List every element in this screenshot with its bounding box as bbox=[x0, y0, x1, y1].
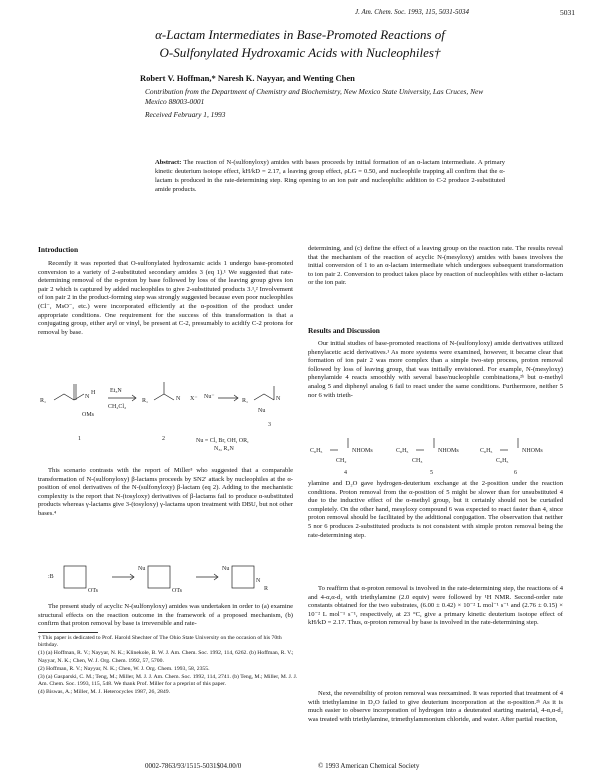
scheme1-r1-label-2: R₁ bbox=[142, 398, 149, 404]
scheme1-compound-1: 1 bbox=[78, 436, 81, 442]
abstract bbox=[155, 158, 505, 194]
footnote-divider bbox=[38, 632, 98, 633]
footnote-1: (1) (a) Hoffman, R. V.; Nayyar, N. K.; Klinekole, B. W. J. Am. Chem. Soc. 1992, 114, 6262. (b) Hoffman, R. V.; Nayyar, N. K.; Chen, W. J. Org. Chem. 1992, 57, 5700. bbox=[38, 650, 294, 664]
article-title-line-2: O-Sulfonylated Hydroxamic Acids with Nucleophiles† bbox=[159, 45, 441, 60]
scheme2-enol-ring bbox=[148, 566, 170, 588]
scheme2-product-n: N bbox=[256, 578, 261, 584]
right-paragraph-3: ylamine and D₂O gave hydrogen-deuterium exchange at the 2-position under the reaction conditions. Proton removal from the α-position of 5 might be slower than for unsubstituted 4 due to the inductive effect of the α-methyl group, but it certainly should not be curtailed completely. On the other hand, mesyloxy compound 6 was expected to react faster than 4, since proton removal should be facilitated by the additional conjugation. The observation that neither 5 nor 6 produces 2-substituted products is not consistent with simple proton removal being the rate-determining step. bbox=[308, 480, 563, 539]
scheme1-nu-list-2: N₃, R₂N bbox=[214, 446, 234, 452]
footer-code: 0002-7863/93/1515-5031$04.00/0 bbox=[145, 762, 242, 770]
right-paragraph-3-block bbox=[308, 480, 563, 542]
reaction-scheme-eq2 bbox=[38, 550, 300, 600]
compound-5-label: 5 bbox=[430, 470, 433, 476]
intro-paragraph-3-block bbox=[38, 603, 293, 631]
scheme2-lactam-ring bbox=[64, 566, 86, 588]
introduction-heading: Introduction bbox=[38, 245, 79, 254]
scheme2-ots: OTs bbox=[88, 588, 98, 594]
compound-5-ch3: CH₃ bbox=[412, 458, 423, 464]
compound-6-aryl-2: C₆H₅ bbox=[496, 458, 509, 464]
footer-copyright: © 1993 American Chemical Society bbox=[318, 762, 420, 770]
right-paragraph-5-block bbox=[308, 690, 563, 726]
scheme1-compound-2: 2 bbox=[162, 436, 165, 442]
scheme1-base: Et₃N bbox=[110, 388, 122, 394]
reaction-scheme-eq1 bbox=[38, 370, 300, 460]
compound-4-label: 4 bbox=[344, 470, 347, 476]
scheme2-ots-2: OTs bbox=[172, 588, 182, 594]
scheme1-n-label: N bbox=[85, 394, 90, 400]
right-paragraph-5: Next, the reversibility of proton removal was reexamined. It was reported that treatment of 4 with triethylamine in D₂O failed to give deuterium incorporation at the α-position.²ᵇ As it is much easier to observe incorporation of hydrogen into a deuterated starting material, 4-α,α-d₂ was treated with triethylamine, trimethylammonium chloride, and water. After partial reaction, bbox=[308, 690, 563, 723]
scheme1-ionpair-x: X⁻ bbox=[190, 396, 198, 402]
scheme1-nucleophile: Nu⁻ bbox=[204, 394, 215, 400]
scheme1-r1-label: R₁ bbox=[40, 398, 47, 404]
scheme1-ionpair-n: N bbox=[176, 396, 181, 402]
scheme1-product-bond bbox=[254, 394, 274, 400]
compound-5-nhoms: NHOMs bbox=[438, 448, 459, 454]
scheme1-product-nu: Nu bbox=[258, 408, 266, 414]
running-header-journal: J. Am. Chem. Soc. 1993, 115, 5031-5034 bbox=[355, 8, 470, 16]
abstract-label: Abstract: bbox=[155, 159, 182, 166]
intro-paragraph-3: The present study of acyclic N-(sulfonyloxy) amides was undertaken in order to (a) examine structural effects on the reaction outcome in the framework of a proposed mechanism, (b) confirm that proton removal by base is irreversible and rate- bbox=[38, 603, 293, 628]
right-paragraph-2: Our initial studies of base-promoted reactions of N-(sulfonyloxy) amide derivatives utilized phenylacetic acid derivatives.¹ As more systems were examined, however, it became clear that formation of ion pair 2 was more complex than a simple two-step process, proton removal followed by loss of leaving group, that was initially envisioned. For example, N-(mesyloxy) phenylamide 4 reacts smoothly with several base/nucleophile combinations,²ᵇ but α-methyl analog 5 and diphenyl analog 6 fail to react under the same conditions. Furthermore, neither 5 nor 6 with trieth- bbox=[308, 340, 563, 399]
scheme2-product-r: R bbox=[264, 586, 269, 592]
received-date: Received February 1, 1993 bbox=[145, 110, 226, 119]
footnote-3: (3) (a) Gasparski, C. M.; Teng, M.; Miller, M. J. J. Am. Chem. Soc. 1992, 114, 2741. (b) Teng, M.; Miller, M. J. J. Am. Chem. Soc. 1993, 115, 548. We thank Prof. Miller for a preprint of this paper. bbox=[38, 674, 298, 688]
scheme1-nu-list: Nu = Cl, Br, OH, OR, bbox=[196, 438, 249, 444]
running-header-page-number: 5031 bbox=[560, 8, 575, 17]
compound-6-nhoms: NHOMs bbox=[522, 448, 543, 454]
scheme1-h-label: H bbox=[91, 390, 96, 396]
right-paragraph-4: To reaffirm that α-proton removal is involved in the rate-determining step, the reactions of 4 and 4-α,α-d₂ with triethylamine (2.0 equiv) were followed by ¹H NMR. Second-order rate constants obtained for the two substrates, (6.00 ± 0.42) × 10⁻² L mol⁻¹ s⁻¹ and (2.76 ± 0.15) × 10⁻² L mol⁻¹ s⁻¹, respectively, at 23 °C, give a primary kinetic deuterium isotope effect of kH/kD = 2.17. Thus, α-proton removal by base is involved in the rate-determining step. bbox=[308, 585, 563, 627]
compound-4-aryl: C₆H₅ bbox=[310, 448, 323, 454]
article-title-line-1: α-Lactam Intermediates in Base-Promoted Reactions of bbox=[155, 27, 445, 42]
right-paragraph-2-block bbox=[308, 340, 563, 402]
author-list: Robert V. Hoffman,* Naresh K. Nayyar, and Wenting Chen bbox=[140, 73, 355, 83]
compound-6-aryl: C₆H₅ bbox=[480, 448, 493, 454]
footnote-2: (2) Hoffman, R. V.; Nayyar, N. K.; Chen, W. J. Org. Chem. 1993, 58, 2355. bbox=[38, 665, 210, 672]
scheme1-oms-label: OMs bbox=[82, 412, 95, 418]
right-paragraph-4-block bbox=[308, 585, 563, 630]
scheme1-solvent: CH₂Cl₂ bbox=[108, 404, 127, 410]
intro-paragraph-1: Recently it was reported that O-sulfonylated hydroxamic acids 1 undergo base-promoted conversion to a variety of 2-substituted secondary amides 3 (eq 1).¹ We suggested that rate-determining removal of the α-proton by base followed by loss of the leaving group gives ion pair 2 which is captured by added nucleophiles to give 2-substituted products 3.¹,² Involvement of ion pair 2 in the product-forming step was strongly suggested because even poor nucleophiles (Cl⁻, MsO⁻, etc.) were incorporated efficiently at the α-position of the product under appropriate conditions. One requirement for the success of this transformation is that a conjugating group, either aryl or vinyl, be present at C-2, presumably to acidify C-2 protons for removal by base. bbox=[38, 260, 293, 336]
intro-paragraph-2-block bbox=[38, 467, 293, 521]
scheme1-ionpair-bond bbox=[154, 394, 174, 400]
footnote-4: (4) Biswas, A.; Miller, M. J. Heterocycles 1987, 26, 2849. bbox=[38, 689, 170, 696]
footnotes bbox=[38, 635, 300, 698]
results-heading: Results and Discussion bbox=[308, 326, 380, 335]
right-paragraph-1-block bbox=[308, 245, 563, 290]
affiliation: Contribution from the Department of Chemistry and Biochemistry, New Mexico State University, Las Cruces, New Mexico 88003-0001 bbox=[145, 87, 484, 106]
compound-4-ch2: CH₂ bbox=[336, 458, 347, 464]
scheme2-nu: Nu bbox=[138, 566, 146, 572]
compound-6-label: 6 bbox=[514, 470, 517, 476]
compound-5-aryl: C₆H₅ bbox=[396, 448, 409, 454]
intro-paragraph-2: This scenario contrasts with the report of Miller³ who suggested that a comparable transformation of N-(sulfonyloxy) β-lactams proceeds by SN2′ attack by nucleophiles at the α-position of enol derivatives of the N-(sulfonyloxy) β-lactam (eq 2). Adding to the mechanistic complexity is the report that N-(tosyloxy) derivatives of β-lactams fail to produce α-substituted products whereas γ-lactams give 3-(tosyloxy) γ-lactams upon treatment with DBU, but not other bases.⁴ bbox=[38, 467, 293, 517]
right-paragraph-1: determining, and (c) define the effect of a leaving group on the reaction rate. The results reveal that the mechanism of the reaction of acyclic N-(mesyloxy) amides with bases involves the initial conversion of 1 to an α-lactam intermediate which undergoes subsequent transformation to ion pair 2. Conversion to product takes place by reaction of nucleophiles with either α-lactam or the ion pair. bbox=[308, 245, 563, 287]
scheme1-chain-bond bbox=[54, 394, 84, 400]
compound-structures-4-6 bbox=[308, 430, 563, 476]
scheme1-compound-3: 3 bbox=[268, 422, 271, 428]
scheme1-r1-label-3: R₁ bbox=[242, 398, 249, 404]
abstract-text: The reaction of N-(sulfonyloxy) amides with bases proceeds by initial formation of an α-lactam intermediate. A primary kinetic deuterium isotope effect, kH/kD = 2.17, a leaving group effect, ρLG = 0.50, and nucleophile trapping all confirm that the α-lactam is produced in the rate-determining step. Ring opening to an ion pair and nucleophilic addition to C-2 produce 2-substituted amide products. bbox=[155, 159, 505, 193]
scheme1-product-n: N bbox=[276, 396, 281, 402]
scheme2-product-ring bbox=[232, 566, 254, 588]
scheme2-product-nu: Nu bbox=[222, 566, 230, 572]
compound-4-nhoms: NHOMs bbox=[352, 448, 373, 454]
intro-paragraph-1-block bbox=[38, 260, 293, 339]
footnote-dedication: † This paper is dedicated to Prof. Harold Shechter of The Ohio State University on the occasion of his 70th birthday. bbox=[38, 635, 282, 649]
scheme2-base: :B bbox=[48, 574, 54, 580]
